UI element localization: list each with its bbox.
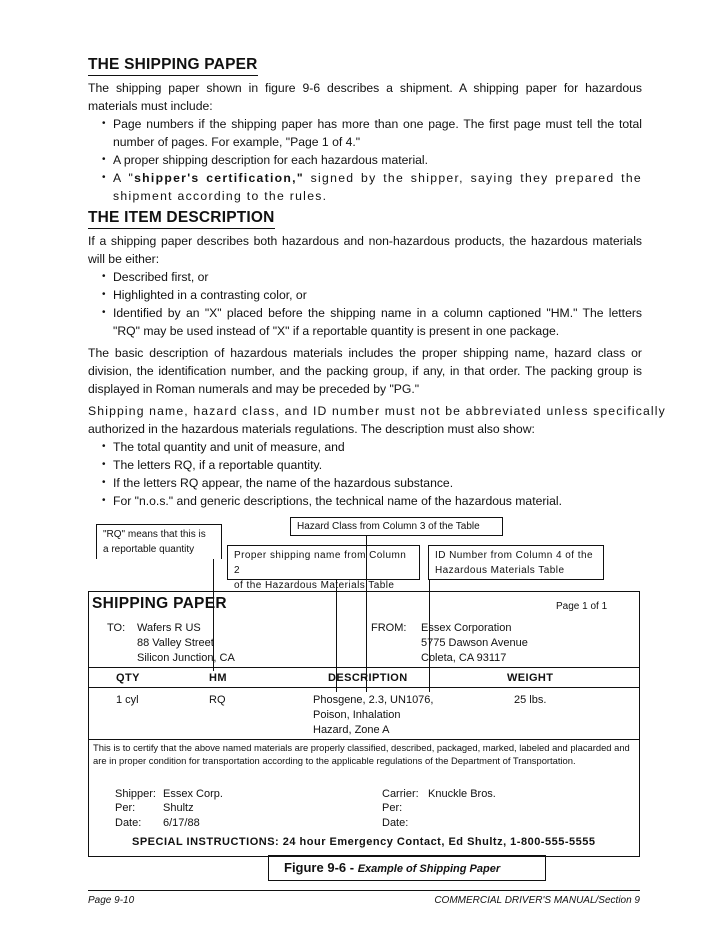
from-line: Coleta, CA 93117	[421, 652, 507, 664]
row-qty: 1 cyl	[116, 694, 139, 706]
carrier-value: Knuckle Bros.	[428, 788, 496, 800]
row-description: Phosgene, 2.3, UN1076,	[313, 694, 434, 706]
carrier-label: Carrier:	[382, 788, 419, 800]
paragraph: Shipping name, hazard class, and ID number must not be abbreviated unless specifically authorized in the hazardous materials regulations. The description must also show:	[88, 404, 666, 436]
column-header-description: DESCRIPTION	[328, 672, 408, 684]
column-header-qty: QTY	[116, 672, 140, 684]
to-line: 88 Valley Street	[137, 637, 214, 649]
bullet-item: • Described first, or	[88, 268, 642, 286]
bullet-item: • A "shipper's certification," signed by the shipper, saying they prepared the shipment according to the rules.	[88, 169, 642, 205]
to-line: Wafers R US	[137, 622, 201, 634]
row-weight: 25 lbs.	[514, 694, 547, 706]
callout-id-number: ID Number from Column 4 of the Hazardous Materials Table	[428, 545, 604, 580]
page-count: Page 1 of 1	[556, 601, 608, 612]
from-label: FROM:	[371, 622, 407, 634]
column-header-weight: WEIGHT	[507, 672, 554, 684]
row-description: Hazard, Zone A	[313, 724, 390, 736]
callout-hazard-class: Hazard Class from Column 3 of the Table	[290, 517, 503, 536]
to-line: Silicon Junction, CA	[137, 652, 235, 664]
form-title: SHIPPING PAPER	[92, 595, 227, 612]
from-line: Essex Corporation	[421, 622, 512, 634]
bullet-item: • Highlighted in a contrasting color, or	[88, 286, 642, 304]
certification-text: This is to certify that the above named materials are properly classified, described, packaged, marked, labeled and placarded and are in proper condition for transportation according to the applicable regulations of the Department of Transportation.	[93, 742, 630, 766]
callout-rq: "RQ" means that this is a reportable quantity	[96, 524, 222, 559]
section-title: THE ITEM DESCRIPTION	[88, 209, 275, 229]
shipper-value: Essex Corp.	[163, 788, 223, 800]
bullet-item: • Page numbers if the shipping paper has more than one page. The first page must tell the total number of pages. For example, "Page 1 of 4."	[88, 115, 642, 151]
per-label: Per:	[115, 802, 136, 814]
figure-title: Example of Shipping Paper	[357, 863, 501, 875]
paragraph: The basic description of hazardous materials includes the proper shipping name, hazard class or division, the identification number, and the packing group, if any, in that order. The packing group is displayed in Roman numerals and may be preceded by "PG."	[88, 346, 642, 396]
callout-shipping-name: Proper shipping name from Column 2 of the Hazardous Materials Table	[227, 545, 420, 580]
to-label: TO:	[107, 622, 126, 634]
shipper-label: Shipper:	[115, 788, 156, 800]
bullet-item: • The letters RQ, if a reportable quantity.	[88, 456, 642, 474]
bullet-item: • A proper shipping description for each hazardous material.	[88, 151, 642, 169]
row-description: Poison, Inhalation	[313, 709, 401, 721]
bullet-item: • For "n.o.s." and generic descriptions, the technical name of the hazardous material.	[88, 492, 642, 510]
paragraph: The shipping paper shown in figure 9-6 describes a shipment. A shipping paper for hazardous materials must include:	[88, 81, 642, 113]
bold-term: shipper's certification,"	[134, 171, 304, 185]
carrier-per-label: Per:	[382, 802, 403, 814]
per-value: Shultz	[163, 802, 194, 814]
footer-rule	[88, 890, 640, 891]
manual-section: COMMERCIAL DRIVER'S MANUAL/Section 9	[434, 895, 640, 906]
bullet-item: • If the letters RQ appear, the name of the hazardous substance.	[88, 474, 642, 492]
column-header-hm: HM	[209, 672, 227, 684]
carrier-date-label: Date:	[382, 817, 409, 829]
from-line: 5775 Dawson Avenue	[421, 637, 528, 649]
row-hm: RQ	[209, 694, 226, 706]
page-number: Page 9-10	[88, 895, 135, 906]
date-label: Date:	[115, 817, 142, 829]
figure-caption	[268, 855, 546, 881]
bullet-item: • Identified by an "X" placed before the shipping name in a column captioned "HM." The letters "RQ" may be used instead of "X" if a reportable quantity is present in one package.	[88, 304, 642, 340]
section-item-description	[88, 209, 666, 510]
section-title: THE SHIPPING PAPER	[88, 56, 258, 76]
date-value: 6/17/88	[163, 817, 200, 829]
figure-label: Figure 9-6 -	[284, 860, 358, 875]
divider	[88, 667, 640, 668]
divider	[88, 739, 640, 740]
divider	[88, 687, 640, 688]
paragraph: If a shipping paper describes both hazardous and non-hazardous products, the hazardous materials will be either:	[88, 234, 642, 266]
bullet-item: • The total quantity and unit of measure, and	[88, 438, 642, 456]
section-shipping-paper	[88, 56, 642, 205]
special-instructions: SPECIAL INSTRUCTIONS: 24 hour Emergency Contact, Ed Shultz, 1-800-555-5555	[132, 836, 596, 848]
